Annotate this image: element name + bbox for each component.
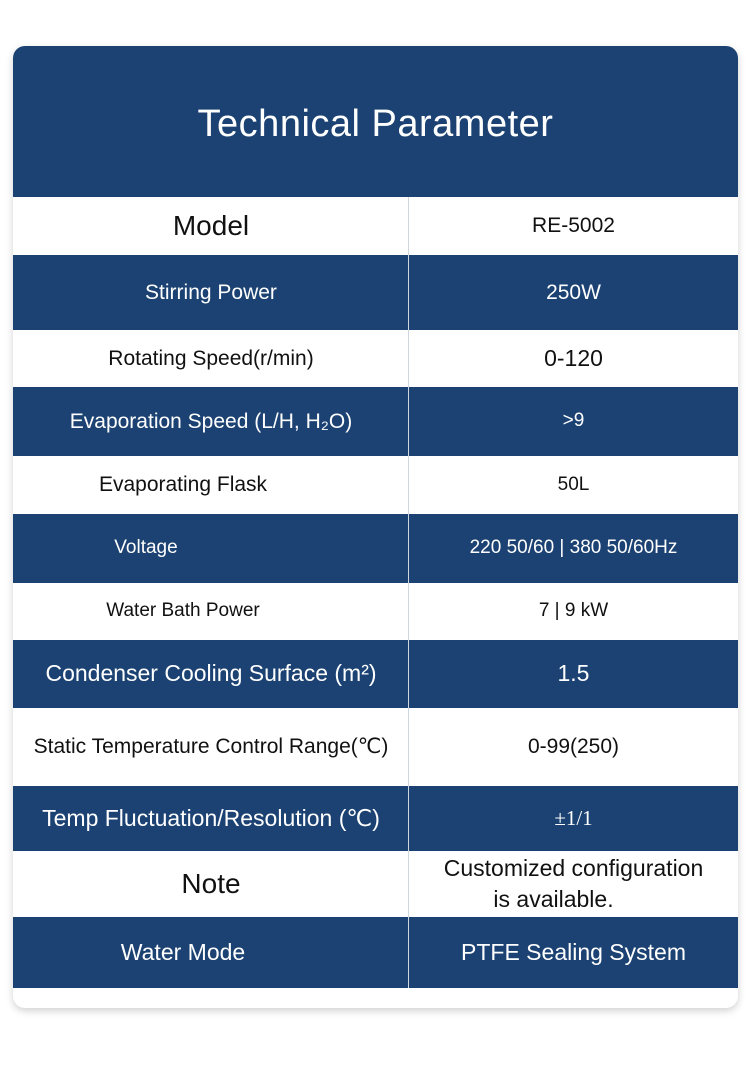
technical-parameter-card bbox=[13, 46, 738, 1008]
row-value: >9 bbox=[562, 410, 585, 432]
row-label: Evaporation Speed (L/H, H₂O) bbox=[69, 409, 353, 433]
table-row-water-bath-power bbox=[13, 583, 738, 640]
table-row-water-mode bbox=[13, 917, 738, 988]
table-row-voltage bbox=[13, 514, 738, 583]
row-label: Water Bath Power bbox=[106, 600, 260, 622]
table-row-note bbox=[13, 851, 738, 917]
table-header bbox=[13, 46, 738, 197]
row-value: ±1/1 bbox=[554, 805, 593, 830]
row-value: 0-120 bbox=[544, 344, 603, 371]
row-label: Temp Fluctuation/Resolution (℃) bbox=[42, 804, 380, 831]
row-value: 220 50/60 | 380 50/60Hz bbox=[469, 537, 678, 559]
row-value: 7 | 9 kW bbox=[538, 600, 609, 622]
row-label: Rotating Speed(r/min) bbox=[108, 346, 314, 370]
note-line-2: is available. bbox=[493, 886, 614, 912]
row-value: PTFE Sealing System bbox=[461, 938, 686, 965]
row-label: Static Temperature Control Range(℃) bbox=[33, 735, 389, 759]
row-label: Stirring Power bbox=[145, 280, 277, 304]
table-row-static-temperature-range bbox=[13, 708, 738, 786]
row-value: 50L bbox=[557, 473, 590, 495]
row-label: Note bbox=[181, 867, 241, 899]
row-label: Voltage bbox=[114, 537, 178, 559]
table-row-rotating-speed bbox=[13, 330, 738, 387]
table-row-condenser-cooling-surface bbox=[13, 640, 738, 708]
table-row-model bbox=[13, 197, 738, 255]
page-title: Technical Parameter bbox=[197, 103, 554, 145]
table-row-temp-fluctuation bbox=[13, 786, 738, 851]
note-line-1: Customized configuration bbox=[443, 854, 704, 881]
row-label: Condenser Cooling Surface (m²) bbox=[45, 660, 377, 687]
row-value: 1.5 bbox=[557, 660, 590, 687]
table-row-evaporation-speed bbox=[13, 387, 738, 456]
column-divider bbox=[408, 197, 409, 988]
row-label: Model bbox=[172, 209, 250, 241]
row-label: Evaporating Flask bbox=[98, 473, 268, 497]
row-label: Water Mode bbox=[120, 938, 246, 965]
row-value: 250W bbox=[546, 280, 601, 304]
row-value bbox=[409, 851, 738, 917]
row-value: 0-99(250) bbox=[527, 735, 620, 759]
table-row-evaporating-flask bbox=[13, 456, 738, 514]
table-row-stirring-power bbox=[13, 255, 738, 330]
row-value: RE-5002 bbox=[532, 214, 615, 238]
